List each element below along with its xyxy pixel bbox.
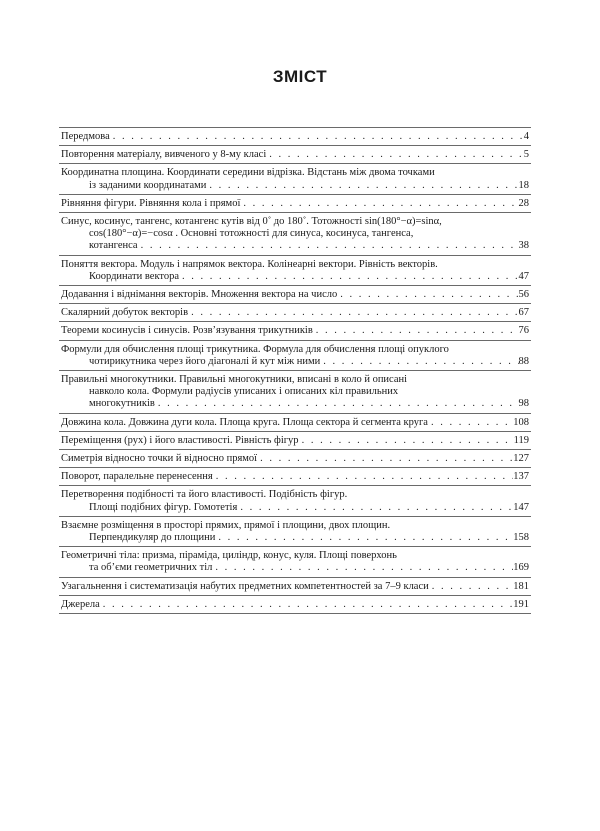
toc-page-number: 56 xyxy=(518,289,529,301)
toc-entry[interactable] xyxy=(59,195,531,213)
dot-leader xyxy=(138,240,519,252)
toc-entry[interactable] xyxy=(59,414,531,432)
toc-page-number: 158 xyxy=(513,532,529,544)
dot-leader xyxy=(266,149,524,161)
toc-entry[interactable] xyxy=(59,468,531,486)
toc-entry-title-line: навколо кола. Формули радіусів уписаних і описаних кіл правильних xyxy=(89,386,399,398)
toc-page-number: 38 xyxy=(518,240,529,252)
toc-entry[interactable] xyxy=(59,578,531,596)
toc-page-number: 5 xyxy=(523,149,529,161)
toc-page-number: 67 xyxy=(518,307,529,319)
toc-page-number: 169 xyxy=(513,562,529,574)
toc-entry-title-line: многокутників xyxy=(89,398,155,410)
toc-entry-title-line: Поворот, паралельне перенесення xyxy=(61,471,213,483)
toc-entry-title-line: Синус, косинус, тангенс, котангенс кутів від 0˚ до 180˚. Тотожності sin(180°−α)=sinα, xyxy=(61,216,442,228)
toc-entry[interactable] xyxy=(59,517,531,547)
dot-leader xyxy=(155,398,519,410)
dot-leader xyxy=(215,532,513,544)
toc-entry-title-line: із заданими координатами xyxy=(89,179,207,191)
toc-page-number: 147 xyxy=(513,501,529,513)
toc-page-number: 76 xyxy=(518,325,529,337)
toc-entry-title-line: Переміщення (рух) і його властивості. Рівність фігур xyxy=(61,434,299,446)
toc-page-number: 137 xyxy=(513,471,529,483)
page-title: ЗМІСТ xyxy=(272,67,328,86)
toc-page-number: 98 xyxy=(518,398,529,410)
toc-page-number: 28 xyxy=(518,197,529,209)
dot-leader xyxy=(313,325,519,337)
toc-entry[interactable] xyxy=(59,256,531,286)
dot-leader xyxy=(179,271,518,283)
toc-entry[interactable] xyxy=(59,164,531,194)
toc-entry-title-line: Скалярний добуток векторів xyxy=(61,307,189,319)
dot-leader xyxy=(237,502,513,514)
toc-entry[interactable] xyxy=(59,486,531,516)
toc-entry-title-line: чотирикутника через його діагоналі й кут між ними xyxy=(89,355,321,367)
toc-entry-title-line: Теореми косинусів і синусів. Розв’язування трикутників xyxy=(61,325,313,337)
toc-entry[interactable] xyxy=(59,596,531,613)
toc-entry[interactable] xyxy=(59,213,531,256)
toc-entry[interactable] xyxy=(59,450,531,468)
dot-leader xyxy=(429,581,514,593)
table-of-contents xyxy=(59,127,531,614)
dot-leader xyxy=(110,131,524,143)
toc-entry[interactable] xyxy=(59,432,531,450)
dot-leader xyxy=(213,471,514,483)
toc-entry-title-line: Передмова xyxy=(61,131,110,142)
toc-entry-title-line: Симетрія відносно точки й відносно прямої xyxy=(61,453,258,465)
toc-page-number: 119 xyxy=(513,434,529,446)
toc-entry-title-line: Правильні многокутники. Правильні многокутники, вписані в коло й описані xyxy=(61,374,408,386)
toc-entry[interactable] xyxy=(59,286,531,304)
dot-leader xyxy=(257,453,513,465)
toc-entry-title-line: котангенса xyxy=(89,240,138,252)
toc-page-number: 18 xyxy=(518,179,529,191)
dot-leader xyxy=(320,356,518,368)
toc-page-number: 181 xyxy=(513,580,529,592)
toc-entry[interactable] xyxy=(59,371,531,414)
toc-entry-title-line: Координатна площина. Координати середини відрізка. Відстань між двома точками xyxy=(61,167,435,179)
dot-leader xyxy=(428,417,513,429)
toc-page-number: 108 xyxy=(513,416,529,428)
toc-entry-title-line: Координати вектора xyxy=(89,270,180,282)
toc-entry-title-line: Узагальнення і систематизація набутих предметних компетентностей за 7–9 класи xyxy=(61,580,429,592)
toc-entry[interactable] xyxy=(59,304,531,322)
dot-leader xyxy=(337,289,518,301)
dot-leader xyxy=(212,562,513,574)
toc-entry-title-line: cos(180°−α)=−cosα . Основні тотожності для синуса, косинуса, тангенса, xyxy=(89,228,414,240)
dot-leader xyxy=(299,435,514,447)
toc-entry-title-line: та об’єми геометричних тіл xyxy=(89,562,213,574)
toc-entry[interactable] xyxy=(59,547,531,577)
toc-entry-title-line: Поняття вектора. Модуль і напрямок вектора. Колінеарні вектори. Рівність векторів. xyxy=(61,258,438,270)
toc-entry-title-line: Площі подібних фігур. Гомотетія xyxy=(89,501,238,513)
toc-entry-title-line: Взаємне розміщення в просторі прямих, прямої і площини, двох площин. xyxy=(61,519,391,531)
toc-entry-title-line: Додавання і віднімання векторів. Множення вектора на число xyxy=(61,289,338,301)
toc-entry-title-line: Перпендикуляр до площини xyxy=(89,532,216,544)
toc-entry-title-line: Перетворення подібності та його властивості. Подібність фігур. xyxy=(61,489,348,501)
dot-leader xyxy=(100,599,514,611)
toc-page-number: 127 xyxy=(513,453,529,465)
toc-entry[interactable] xyxy=(59,146,531,164)
dot-leader xyxy=(240,198,518,210)
toc-entry-title-line: Повторення матеріалу, вивченого у 8-му класі xyxy=(61,149,267,161)
dot-leader xyxy=(206,180,518,192)
toc-entry[interactable] xyxy=(59,341,531,371)
toc-entry[interactable] xyxy=(59,322,531,340)
toc-entry-title-line: Джерела xyxy=(61,598,100,610)
dot-leader xyxy=(188,307,518,319)
toc-entry-title-line: Геометричні тіла: призма, піраміда, циліндр, конус, куля. Площі поверхонь xyxy=(61,550,397,562)
toc-page-number: 88 xyxy=(518,355,529,367)
toc-entry-title-line: Рівняння фігури. Рівняння кола і прямої xyxy=(61,197,241,209)
toc-page-number: 4 xyxy=(523,131,529,142)
toc-entry[interactable] xyxy=(59,128,531,146)
toc-entry-title-line: Довжина кола. Довжина дуги кола. Площа круга. Площа сектора й сегмента круга xyxy=(61,416,428,428)
toc-page-number: 47 xyxy=(518,270,529,282)
toc-page-number: 191 xyxy=(513,598,529,610)
toc-entry-title-line: Формули для обчислення площі трикутника. Формула для обчислення площі опуклого xyxy=(61,343,449,355)
